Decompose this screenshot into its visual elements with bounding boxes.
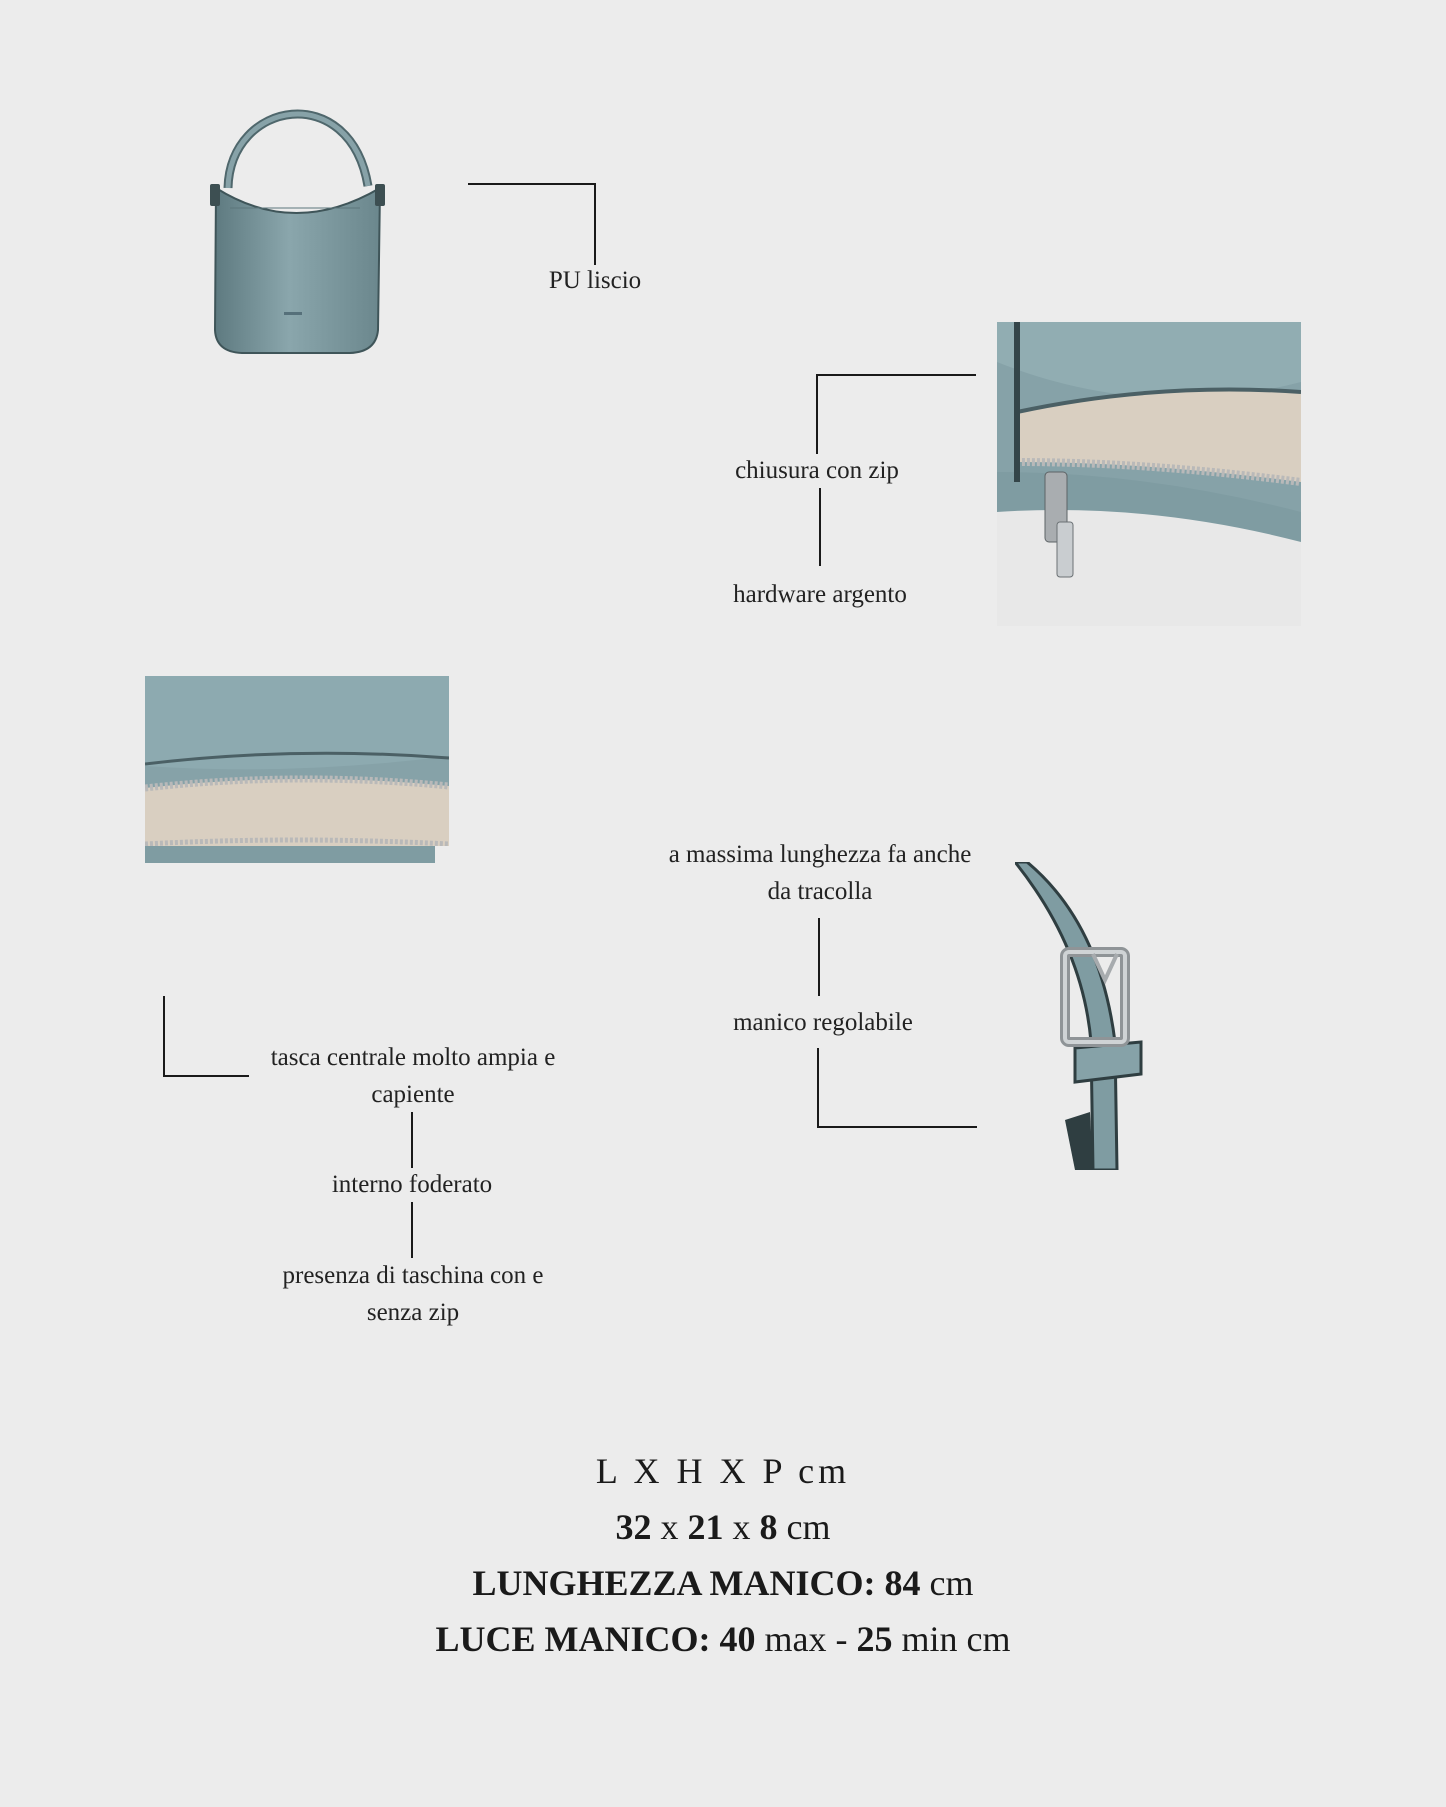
connector-line <box>411 1112 413 1168</box>
small-pocket-label <box>262 1257 564 1331</box>
hardware-label: hardware argento <box>733 581 907 608</box>
zip-closure-label: chiusura con zip <box>735 457 899 484</box>
handle-drop-row <box>0 1611 1446 1667</box>
adjustable-handle-label: manico regolabile <box>733 1009 913 1036</box>
small-pocket-label-line1: presenza di taschina con e <box>282 1262 544 1289</box>
connector-line <box>818 918 820 996</box>
connector-line <box>594 183 596 265</box>
connector-line <box>163 1075 249 1077</box>
handle-drop-max: 40 <box>719 1619 756 1659</box>
handle-length-row <box>0 1555 1446 1611</box>
unit: cm <box>777 1507 831 1547</box>
lining-label: interno foderato <box>331 1171 493 1198</box>
separator: x <box>651 1507 688 1547</box>
shoulder-strap-label-line2: da tracolla <box>767 878 873 905</box>
depth-value: 8 <box>759 1507 778 1547</box>
central-pocket-label <box>250 1039 576 1113</box>
connector-line <box>468 183 596 185</box>
strap-buckle-photo <box>1015 862 1165 1170</box>
dimensions-values <box>0 1499 1446 1555</box>
shoulder-strap-label <box>650 836 990 910</box>
connector-line <box>817 1048 819 1128</box>
handle-length-value: 84 <box>884 1563 921 1603</box>
separator: x <box>723 1507 760 1547</box>
connector-line <box>819 488 821 566</box>
connector-line <box>817 1126 977 1128</box>
length-value: 32 <box>615 1507 652 1547</box>
interior-photo <box>145 676 449 863</box>
zip-detail-photo <box>997 322 1301 626</box>
unit: cm <box>920 1563 974 1603</box>
min-unit: min cm <box>892 1619 1011 1659</box>
connector-line <box>816 374 976 376</box>
specs-block <box>0 1443 1446 1667</box>
height-value: 21 <box>687 1507 724 1547</box>
small-pocket-label-line2: senza zip <box>366 1299 460 1326</box>
connector-line <box>411 1202 413 1258</box>
handle-length-label: LUNGHEZZA MANICO: <box>472 1563 876 1603</box>
central-pocket-label-line2: capiente <box>371 1081 455 1108</box>
handle-drop-label: LUCE MANICO: <box>435 1619 711 1659</box>
handle-drop-min: 25 <box>856 1619 893 1659</box>
max-unit: max - <box>755 1619 857 1659</box>
connector-line <box>816 374 818 454</box>
material-label: PU liscio <box>548 267 642 294</box>
shoulder-strap-label-line1: a massima lunghezza fa anche <box>668 841 972 868</box>
central-pocket-label-line1: tasca centrale molto ampia e <box>270 1044 556 1071</box>
bag-photo <box>200 80 390 360</box>
connector-line <box>163 996 165 1077</box>
dimensions-header: L X H X P cm <box>595 1451 851 1491</box>
